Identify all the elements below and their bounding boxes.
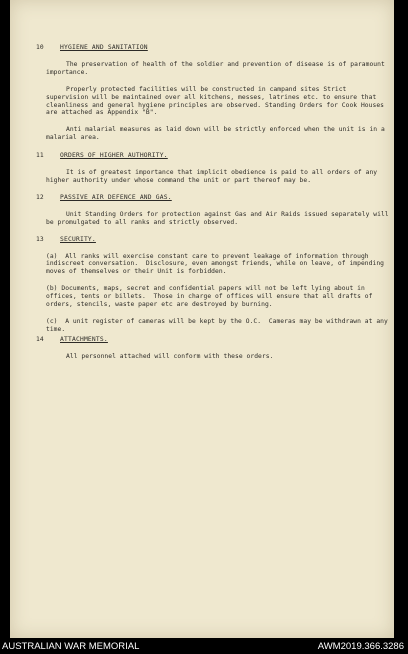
section-heading: SECURITY. [60,235,96,243]
section-paragraph: Unit Standing Orders for protection against Gas and Air Raids issued separately will be promulgated to all ranks and strictly observed. [46,210,393,226]
section-paragraph: Anti malarial measures as laid down will be strictly enforced when the unit is in a malarial area. [46,126,389,142]
section-air-defence [36,193,393,227]
section-number: 10 [36,44,44,51]
section-heading: PASSIVE AIR DEFENCE AND GAS. [60,193,172,201]
section-heading: ORDERS OF HIGHER AUTHORITY. [60,152,168,160]
section-hygiene [36,44,390,142]
section-number: 14 [36,335,44,343]
section-paragraph: The preservation of health of the soldier and prevention of disease is of paramount importance. [46,60,389,76]
section-security [36,235,392,334]
section-number: 13 [36,235,44,243]
section-heading: HYGIENE AND SANITATION [60,44,148,51]
section-paragraph: All personnel attached will conform with these orders. [66,352,274,360]
document-page [10,0,394,638]
section-paragraph: (a) All ranks will exercise constant care to prevent leakage of information through indiscreet conversation. Disclosure, even amongst friends, while on leave, of impending moves of themselves or their Unit is forbidden. [46,252,388,276]
section-number: 11 [36,152,44,160]
section-higher-authority [36,152,390,185]
footer-institution: AUSTRALIAN WAR MEMORIAL [2,641,140,652]
section-paragraph: Properly protected facilities will be constructed in campand sites Strict supervision will be maintained over all kitchens, messes, latrines etc. to ensure that cleanliness and general hygiene principles are observed. Standing Orders for Cook Houses are attached as Appendix "B". [46,85,388,117]
archive-footer [0,638,408,653]
footer-accession-number: AWM2019.366.3286 [317,641,404,652]
section-paragraph: It is of greatest importance that implicit obedience is paid to all orders of any higher authority under whose command the unit or part thereof may be. [46,169,381,184]
section-number: 12 [36,193,44,201]
section-attachments [36,335,390,361]
section-paragraph: (c) A unit register of cameras will be kept by the O.C. Cameras may be withdrawn at any time. [46,317,392,333]
section-heading: ATTACHMENTS. [60,335,108,343]
section-paragraph: (b) Documents, maps, secret and confidential papers will not be left lying about in offices, tents or billets. Those in charge of offices will ensure that all drafts of orders, stencils, waste paper etc are destroyed by burning. [46,285,377,309]
document-body [36,44,393,361]
